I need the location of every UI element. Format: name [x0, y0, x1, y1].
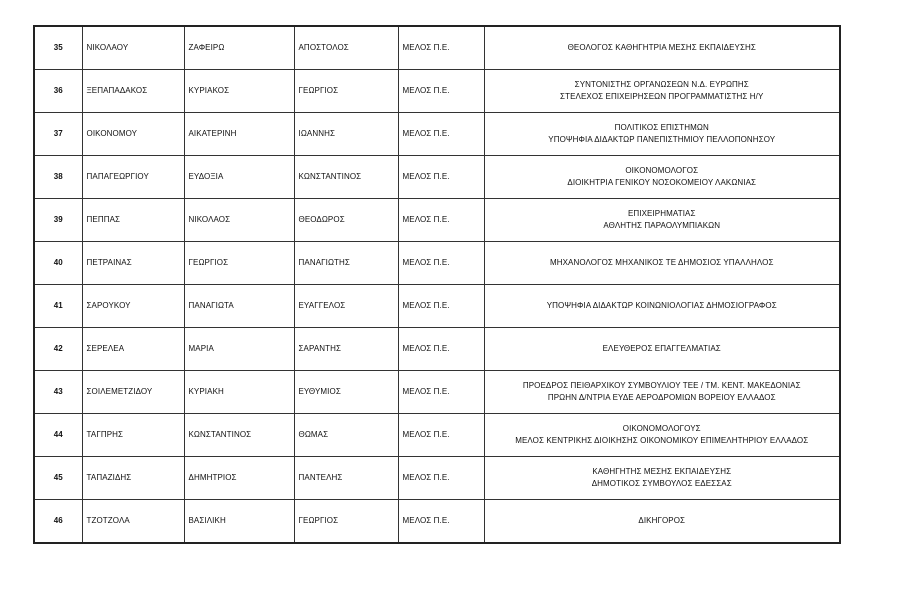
father-name-cell: ΕΥΑΓΓΕΛΟΣ — [294, 285, 398, 328]
first-name-cell: ΒΑΣΙΛΙΚΗ — [184, 500, 294, 544]
role-cell: ΜΕΛΟΣ Π.Ε. — [398, 199, 484, 242]
surname-cell: ΤΑΓΠΡΗΣ — [82, 414, 184, 457]
row-number: 40 — [34, 242, 82, 285]
profession-line: ΔΗΜΟΤΙΚΟΣ ΣΥΜΒΟΥΛΟΣ ΕΔΕΣΣΑΣ — [591, 479, 732, 488]
table-row — [34, 70, 840, 113]
father-name-cell: ΓΕΩΡΓΙΟΣ — [294, 500, 398, 544]
row-number: 41 — [34, 285, 82, 328]
role-cell: ΜΕΛΟΣ Π.Ε. — [398, 285, 484, 328]
table-row — [34, 242, 840, 285]
table-row — [34, 414, 840, 457]
row-number: 46 — [34, 500, 82, 544]
role-cell: ΜΕΛΟΣ Π.Ε. — [398, 328, 484, 371]
profession-cell — [484, 199, 840, 242]
profession-line: ΟΙΚΟΝΟΜΟΛΟΓΟΣ — [625, 166, 699, 175]
surname-cell: ΠΕΤΡΑΙΝΑΣ — [82, 242, 184, 285]
profession-line: ΠΟΛΙΤΙΚΟΣ ΕΠΙΣΤΗΜΩΝ — [614, 123, 709, 132]
father-name-cell: ΘΩΜΑΣ — [294, 414, 398, 457]
role-cell: ΜΕΛΟΣ Π.Ε. — [398, 26, 484, 70]
role-cell: ΜΕΛΟΣ Π.Ε. — [398, 414, 484, 457]
first-name-cell: ΖΑΦΕΙΡΩ — [184, 26, 294, 70]
profession-cell — [484, 457, 840, 500]
first-name-cell: ΜΑΡΙΑ — [184, 328, 294, 371]
surname-cell: ΞΕΠΑΠΑΔΑΚΟΣ — [82, 70, 184, 113]
profession-line: ΘΕΟΛΟΓΟΣ ΚΑΘΗΓΗΤΡΙΑ ΜΕΣΗΣ ΕΚΠΑΙΔΕΥΣΗΣ — [567, 43, 756, 52]
first-name-cell: ΚΥΡΙΑΚΗ — [184, 371, 294, 414]
profession-cell — [484, 156, 840, 199]
profession-line: ΜΗΧΑΝΟΛΟΓΟΣ ΜΗΧΑΝΙΚΟΣ ΤΕ ΔΗΜΟΣΙΟΣ ΥΠΑΛΛΗΛΟΣ — [549, 258, 774, 267]
father-name-cell: ΑΠΟΣΤΟΛΟΣ — [294, 26, 398, 70]
role-cell: ΜΕΛΟΣ Π.Ε. — [398, 500, 484, 544]
first-name-cell: ΠΑΝΑΓΙΩΤΑ — [184, 285, 294, 328]
surname-cell: ΣΑΡΟΥΚΟΥ — [82, 285, 184, 328]
first-name-cell: ΔΗΜΗΤΡΙΟΣ — [184, 457, 294, 500]
role-cell: ΜΕΛΟΣ Π.Ε. — [398, 457, 484, 500]
role-cell: ΜΕΛΟΣ Π.Ε. — [398, 242, 484, 285]
surname-cell: ΣΟΙΛΕΜΕΤΖΙΔΟΥ — [82, 371, 184, 414]
profession-line: ΑΘΛΗΤΗΣ ΠΑΡΑΟΛΥΜΠΙΑΚΩΝ — [603, 221, 721, 230]
row-number: 36 — [34, 70, 82, 113]
surname-cell: ΠΕΠΠΑΣ — [82, 199, 184, 242]
row-number: 35 — [34, 26, 82, 70]
role-cell: ΜΕΛΟΣ Π.Ε. — [398, 156, 484, 199]
profession-line: ΔΙΟΙΚΗΤΡΙΑ ΓΕΝΙΚΟΥ ΝΟΣΟΚΟΜΕΙΟΥ ΛΑΚΩΝΙΑΣ — [567, 178, 757, 187]
first-name-cell: ΑΙΚΑΤΕΡΙΝΗ — [184, 113, 294, 156]
row-number: 43 — [34, 371, 82, 414]
profession-cell — [484, 242, 840, 285]
surname-cell: ΠΑΠΑΓΕΩΡΓΙΟΥ — [82, 156, 184, 199]
table-row — [34, 199, 840, 242]
role-cell: ΜΕΛΟΣ Π.Ε. — [398, 371, 484, 414]
row-number: 42 — [34, 328, 82, 371]
table-row — [34, 457, 840, 500]
profession-line: ΠΡΩΗΝ Δ/ΝΤΡΙΑ ΕΥΔΕ ΑΕΡΟΔΡΟΜΙΩΝ ΒΟΡΕΙΟΥ ΕΛΛΑΔΟΣ — [547, 393, 776, 402]
profession-cell — [484, 371, 840, 414]
table-row — [34, 26, 840, 70]
table-row — [34, 371, 840, 414]
profession-cell — [484, 70, 840, 113]
row-number: 45 — [34, 457, 82, 500]
profession-line: ΣΤΕΛΕΧΟΣ ΕΠΙΧΕΙΡΗΣΕΩΝ ΠΡΟΓΡΑΜΜΑΤΙΣΤΗΣ Η/Υ — [560, 92, 764, 101]
profession-line: ΥΠΟΨΗΦΙΑ ΔΙΔΑΚΤΩΡ ΚΟΙΝΩΝΙΟΛΟΓΙΑΣ ΔΗΜΟΣΙΟΓΡΑΦΟΣ — [546, 301, 777, 310]
surname-cell: ΟΙΚΟΝΟΜΟΥ — [82, 113, 184, 156]
profession-line: ΥΠΟΨΗΦΙΑ ΔΙΔΑΚΤΩΡ ΠΑΝΕΠΙΣΤΗΜΙΟΥ ΠΕΛΛΟΠΟΝΗΣΟΥ — [548, 135, 776, 144]
table-row — [34, 500, 840, 544]
first-name-cell: ΕΥΔΟΞΙΑ — [184, 156, 294, 199]
table-row — [34, 156, 840, 199]
profession-line: ΠΡΟΕΔΡΟΣ ΠΕΙΘΑΡΧΙΚΟΥ ΣΥΜΒΟΥΛΙΟΥ ΤΕΕ / ΤΜ. ΚΕΝΤ. ΜΑΚΕΔΟΝΙΑΣ — [522, 381, 801, 390]
profession-line: ΕΛΕΥΘΕΡΟΣ ΕΠΑΓΓΕΛΜΑΤΙΑΣ — [602, 344, 721, 353]
profession-cell — [484, 328, 840, 371]
row-number: 39 — [34, 199, 82, 242]
profession-cell — [484, 285, 840, 328]
profession-cell — [484, 500, 840, 544]
first-name-cell: ΚΩΝΣΤΑΝΤΙΝΟΣ — [184, 414, 294, 457]
first-name-cell: ΚΥΡΙΑΚΟΣ — [184, 70, 294, 113]
profession-line: ΣΥΝΤΟΝΙΣΤΗΣ ΟΡΓΑΝΩΣΕΩΝ Ν.Δ. ΕΥΡΩΠΗΣ — [574, 80, 749, 89]
profession-cell — [484, 414, 840, 457]
row-number: 38 — [34, 156, 82, 199]
father-name-cell: ΚΩΝΣΤΑΝΤΙΝΟΣ — [294, 156, 398, 199]
father-name-cell: ΘΕΟΔΩΡΟΣ — [294, 199, 398, 242]
surname-cell: ΤΖΟΤΖΟΛΑ — [82, 500, 184, 544]
surname-cell: ΤΑΠΑΖΙΔΗΣ — [82, 457, 184, 500]
first-name-cell: ΝΙΚΟΛΑΟΣ — [184, 199, 294, 242]
first-name-cell: ΓΕΩΡΓΙΟΣ — [184, 242, 294, 285]
profession-cell — [484, 26, 840, 70]
father-name-cell: ΠΑΝΤΕΛΗΣ — [294, 457, 398, 500]
members-table — [33, 25, 841, 544]
row-number: 37 — [34, 113, 82, 156]
father-name-cell: ΣΑΡΑΝΤΗΣ — [294, 328, 398, 371]
role-cell: ΜΕΛΟΣ Π.Ε. — [398, 70, 484, 113]
profession-line: ΕΠΙΧΕΙΡΗΜΑΤΙΑΣ — [627, 209, 696, 218]
father-name-cell: ΓΕΩΡΓΙΟΣ — [294, 70, 398, 113]
row-number: 44 — [34, 414, 82, 457]
profession-line: ΔΙΚΗΓΟΡΟΣ — [638, 516, 686, 525]
father-name-cell: ΕΥΘΥΜΙΟΣ — [294, 371, 398, 414]
surname-cell: ΝΙΚΟΛΑΟΥ — [82, 26, 184, 70]
members-table-body — [34, 26, 840, 543]
surname-cell: ΣΕΡΕΛΕΑ — [82, 328, 184, 371]
profession-cell — [484, 113, 840, 156]
table-row — [34, 113, 840, 156]
father-name-cell: ΠΑΝΑΓΙΩΤΗΣ — [294, 242, 398, 285]
profession-line: ΚΑΘΗΓΗΤΗΣ ΜΕΣΗΣ ΕΚΠΑΙΔΕΥΣΗΣ — [592, 467, 732, 476]
table-row — [34, 328, 840, 371]
table-row — [34, 285, 840, 328]
father-name-cell: ΙΩΑΝΝΗΣ — [294, 113, 398, 156]
profession-line: ΜΕΛΟΣ ΚΕΝΤΡΙΚΗΣ ΔΙΟΙΚΗΣΗΣ ΟΙΚΟΝΟΜΙΚΟΥ ΕΠΙΜΕΛΗΤΗΡΙΟΥ ΕΛΛΑΔΟΣ — [515, 436, 809, 445]
profession-line: ΟΙΚΟΝΟΜΟΛΟΓΟΥΣ — [622, 424, 701, 433]
role-cell: ΜΕΛΟΣ Π.Ε. — [398, 113, 484, 156]
